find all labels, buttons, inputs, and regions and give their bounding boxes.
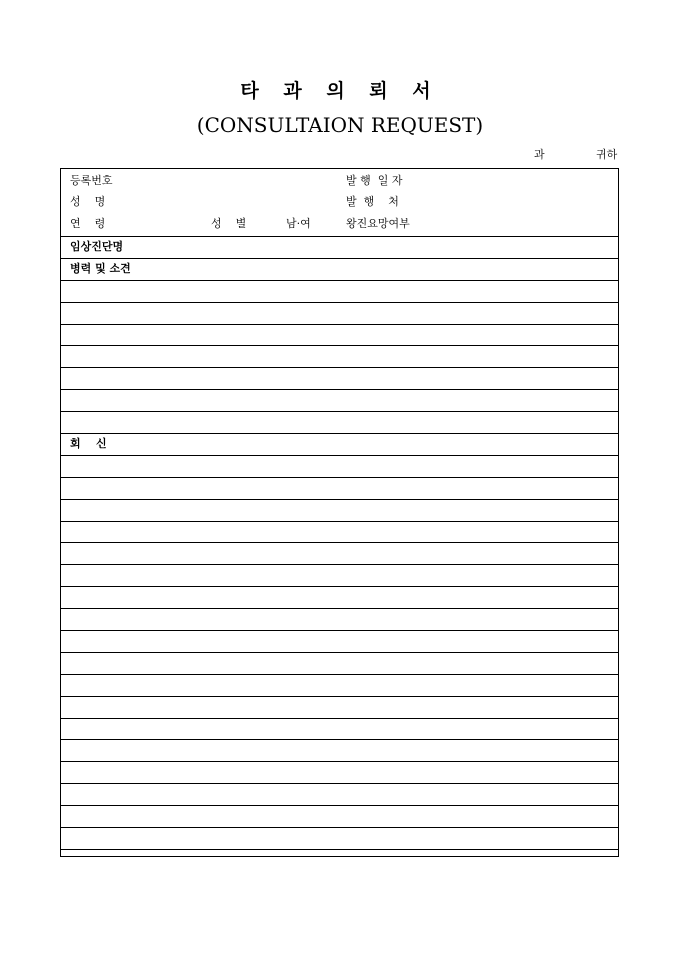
reply-blank-line: [61, 522, 618, 544]
history-blank-line: [61, 346, 618, 368]
history-blank-line: [61, 303, 618, 325]
reply-blank-line: [61, 587, 618, 609]
consultation-form: [60, 168, 619, 857]
reply-label: 회 신: [70, 437, 107, 451]
issuer-label: 발 행 처: [346, 195, 399, 208]
reply-blank-line: [61, 500, 618, 522]
history-findings-label: 병력 및 소견: [70, 261, 131, 275]
patient-info-block: [61, 169, 618, 237]
reply-blank-line: [61, 850, 618, 872]
reply-blank-line: [61, 828, 618, 850]
clinical-diagnosis-row: [61, 237, 618, 259]
reply-blank-line: [61, 697, 618, 719]
form-title-korean: 타 과 의 뢰 서: [240, 80, 440, 102]
reply-blank-line: [61, 631, 618, 653]
history-blank-line: [61, 390, 618, 412]
clinical-diagnosis-label: 임상진단명: [70, 240, 124, 253]
age-label: 연 령: [70, 217, 106, 230]
history-blank-line: [61, 325, 618, 347]
reply-blank-line: [61, 806, 618, 828]
history-blank-line: [61, 281, 618, 303]
patient-name-label: 성 명: [70, 195, 106, 208]
reply-blank-line: [61, 478, 618, 500]
sex-label: 성 별: [211, 217, 247, 230]
reply-blank-line: [61, 784, 618, 806]
sex-options: 남·여: [286, 217, 311, 230]
reply-row: [61, 434, 618, 456]
reply-blank-line: [61, 719, 618, 741]
history-blank-line: [61, 412, 618, 434]
addressee-honorific: 귀하: [596, 148, 618, 161]
issue-date-label: 발 행 일 자: [346, 174, 403, 187]
reply-blank-line: [61, 565, 618, 587]
reply-blank-line: [61, 609, 618, 631]
reply-blank-line: [61, 543, 618, 565]
history-blank-line: [61, 368, 618, 390]
addressee-dept-label: 과: [534, 148, 545, 161]
registration-no-label: 등록번호: [70, 174, 113, 187]
reply-blank-line: [61, 456, 618, 478]
reply-blank-line: [61, 740, 618, 762]
reply-blank-line: [61, 653, 618, 675]
reply-blank-line: [61, 675, 618, 697]
reply-blank-line: [61, 762, 618, 784]
form-title-english: (CONSULTAION REQUEST): [196, 113, 484, 137]
visit-request-label: 왕진요망여부: [346, 217, 410, 230]
history-findings-row: [61, 259, 618, 281]
